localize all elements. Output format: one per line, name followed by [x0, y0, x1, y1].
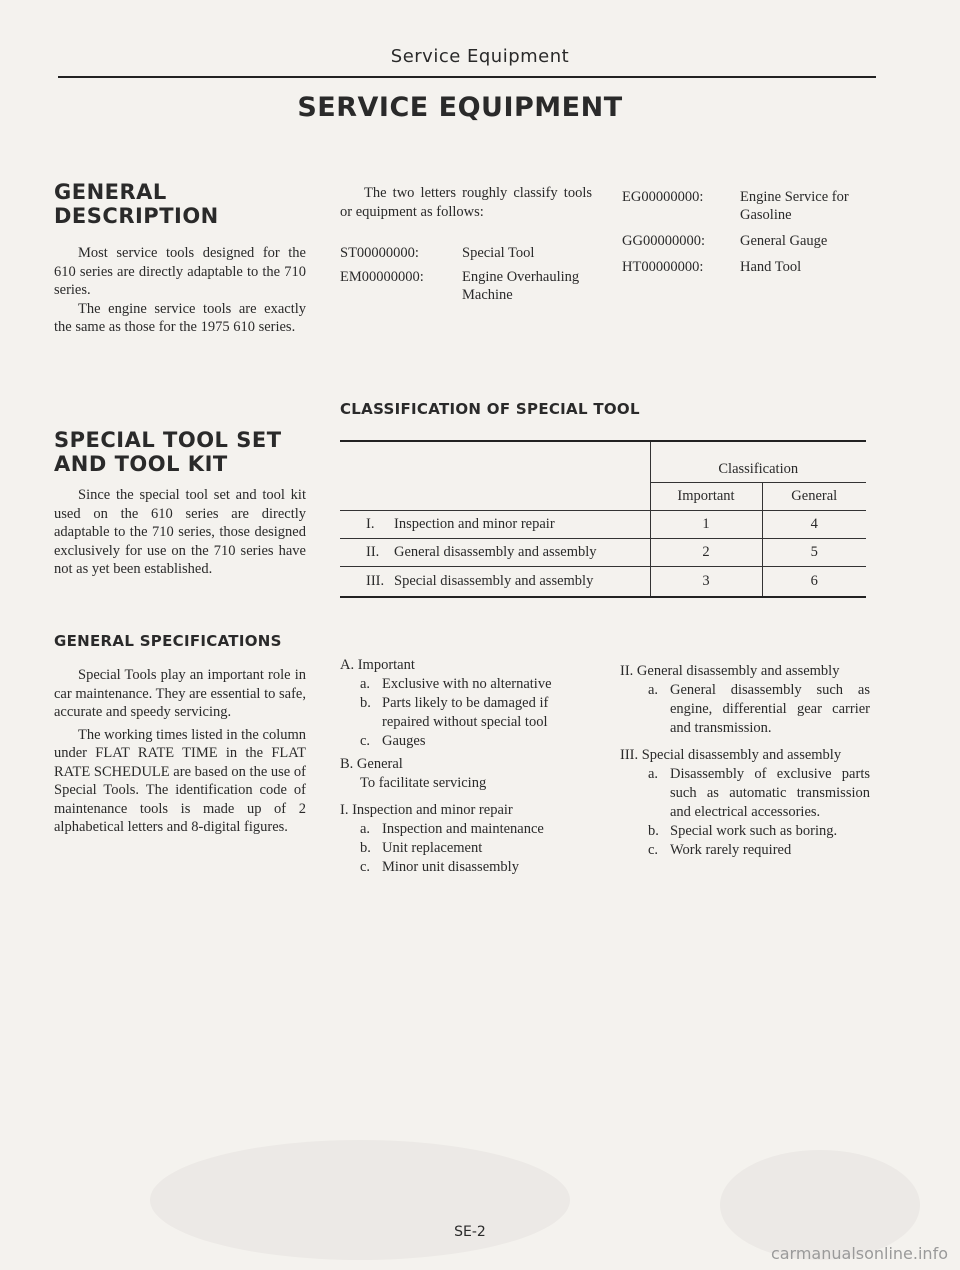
- list-item: [648, 681, 870, 738]
- classification-heading: CLASSIFICATION OF SPECIAL TOOL: [340, 400, 640, 418]
- list-group: [620, 681, 870, 738]
- header-rule: [58, 76, 876, 78]
- list-marker: c.: [648, 842, 659, 858]
- tool-code-description: Engine Overhauling: [462, 269, 580, 285]
- column-header-important: Important: [650, 482, 762, 510]
- tool-set-heading: [54, 428, 282, 476]
- tool-code-description: Hand Tool: [740, 259, 802, 275]
- list-marker: c.: [360, 733, 371, 749]
- cell-important: 2: [650, 538, 762, 566]
- list-text: Unit replacement: [382, 840, 483, 856]
- cell-general: 5: [762, 538, 866, 566]
- list-item: [648, 765, 870, 822]
- list-item: [648, 822, 870, 841]
- list-text: Parts likely to be damaged if repaired without special tool: [382, 695, 549, 730]
- list-item: [648, 841, 870, 860]
- list-marker: c.: [360, 859, 371, 875]
- classify-intro: The two letters roughly classify tools or equipment as follows:: [340, 185, 592, 220]
- list-marker: a.: [360, 676, 371, 692]
- list-text: Minor unit disassembly: [382, 859, 519, 875]
- paragraph: Since the special tool set and tool kit used on the 610 series are directly adaptable to the 710 series, those designed exclusively for use on the 710 series have not as yet been established.: [54, 487, 306, 577]
- list-text: Special work such as boring.: [670, 823, 838, 839]
- tool-code-description: Engine Service for: [740, 189, 849, 205]
- list-marker: a.: [360, 821, 371, 837]
- table-row: [340, 566, 866, 596]
- row-number: III.: [366, 572, 385, 589]
- tool-code: EM00000000:: [340, 269, 424, 285]
- list-text: Work rarely required: [670, 842, 792, 858]
- list-item: [360, 732, 590, 751]
- heading-line: AND TOOL KIT: [54, 452, 228, 476]
- cell-general: 6: [810, 572, 818, 589]
- list-group: [340, 820, 590, 877]
- row-number: II.: [366, 543, 380, 560]
- tool-code-description: Special Tool: [462, 245, 535, 261]
- tool-code: GG00000000:: [622, 233, 705, 249]
- list-marker: a.: [648, 766, 659, 782]
- row-label: Special disassembly and assembly: [394, 572, 594, 589]
- list-text: Gauges: [382, 733, 426, 749]
- tool-code: EG00000000:: [622, 189, 704, 205]
- column-header-general: General: [762, 482, 866, 510]
- list-marker: b.: [360, 695, 371, 711]
- list-text: Inspection and maintenance: [382, 821, 544, 837]
- tool-code-list-right: [622, 186, 882, 286]
- general-description-heading: [54, 180, 219, 228]
- row-label-cell: [340, 510, 650, 538]
- list-item: [360, 694, 590, 732]
- list-item: [360, 839, 590, 858]
- list-heading: I. Inspection and minor repair: [340, 802, 513, 818]
- row-label-cell: [340, 538, 650, 566]
- cell-important: 3: [650, 566, 762, 596]
- page-number: SE-2: [454, 1224, 486, 1240]
- list-heading: II. General disassembly and assembly: [620, 663, 840, 679]
- heading-line: GENERAL: [54, 180, 167, 204]
- list-marker: a.: [648, 682, 659, 698]
- paper-stain: [150, 1140, 570, 1260]
- tool-code: HT00000000:: [622, 259, 704, 275]
- tool-code-description: Gasoline: [740, 207, 792, 223]
- general-specifications-heading: GENERAL SPECIFICATIONS: [54, 632, 282, 650]
- cell-important: 1: [650, 510, 762, 538]
- list-group: [340, 675, 590, 751]
- cell-general: 4: [762, 510, 866, 538]
- running-head: Service Equipment: [390, 46, 570, 67]
- notes-right: [620, 662, 870, 860]
- list-item: [360, 820, 590, 839]
- row-number: I.: [366, 515, 375, 532]
- notes-left: [340, 656, 590, 877]
- table-header-row: [340, 442, 866, 482]
- table-row: [340, 538, 866, 566]
- row-label-cell: [340, 566, 650, 596]
- list-item: [360, 858, 590, 877]
- list-text: To facilitate servicing: [360, 775, 487, 791]
- list-item: [360, 675, 590, 694]
- page-title: SERVICE EQUIPMENT: [297, 92, 623, 123]
- row-label: Inspection and minor repair: [394, 515, 555, 532]
- heading-line: DESCRIPTION: [54, 204, 219, 228]
- tool-code-description: General Gauge: [740, 233, 828, 249]
- paragraph: Special Tools play an important role in car maintenance. They are essential to safe, accurate and speedy servicing.: [54, 667, 306, 720]
- paragraph: The engine service tools are exactly the same as those for the 1975 610 series.: [54, 300, 306, 335]
- tool-code-description: Machine: [462, 287, 513, 303]
- table-bottom-rule: [340, 596, 866, 598]
- table-header-row: [340, 482, 866, 510]
- list-heading: III. Special disassembly and assembly: [620, 747, 842, 763]
- list-group: [620, 765, 870, 860]
- classification-table: [340, 440, 866, 598]
- list-text: Disassembly of exclusive parts such as automatic transmission and electrical accessories.: [670, 766, 870, 820]
- general-specifications-text: [54, 666, 306, 837]
- classification-group-header: Classification: [650, 442, 866, 482]
- list-marker: b.: [360, 840, 371, 856]
- heading-line: SPECIAL TOOL SET: [54, 428, 282, 452]
- table-row: [340, 510, 866, 538]
- list-text: General disassembly such as engine, differential gear carrier and transmission.: [670, 682, 870, 736]
- general-description-text: [54, 244, 306, 337]
- paragraph: Most service tools designed for the 610 series are directly adaptable to the 710 series.: [54, 245, 306, 298]
- row-label: General disassembly and assembly: [394, 543, 597, 560]
- paragraph: The working times listed in the column under FLAT RATE TIME in the FLAT RATE SCHEDULE are based on the use of Special Tools. The identification code of maintenance tools is made up of 2 alphabetical letters and 8-digital figures.: [54, 726, 306, 835]
- list-heading: A. Important: [340, 657, 415, 673]
- list-marker: b.: [648, 823, 659, 839]
- tool-code-list-left: [340, 244, 600, 314]
- list-heading: B. General: [340, 756, 403, 772]
- tool-set-text: [54, 486, 306, 579]
- tool-code: ST00000000:: [340, 245, 419, 261]
- watermark: carmanualsonline.info: [770, 1244, 948, 1263]
- list-text: Exclusive with no alternative: [382, 676, 552, 692]
